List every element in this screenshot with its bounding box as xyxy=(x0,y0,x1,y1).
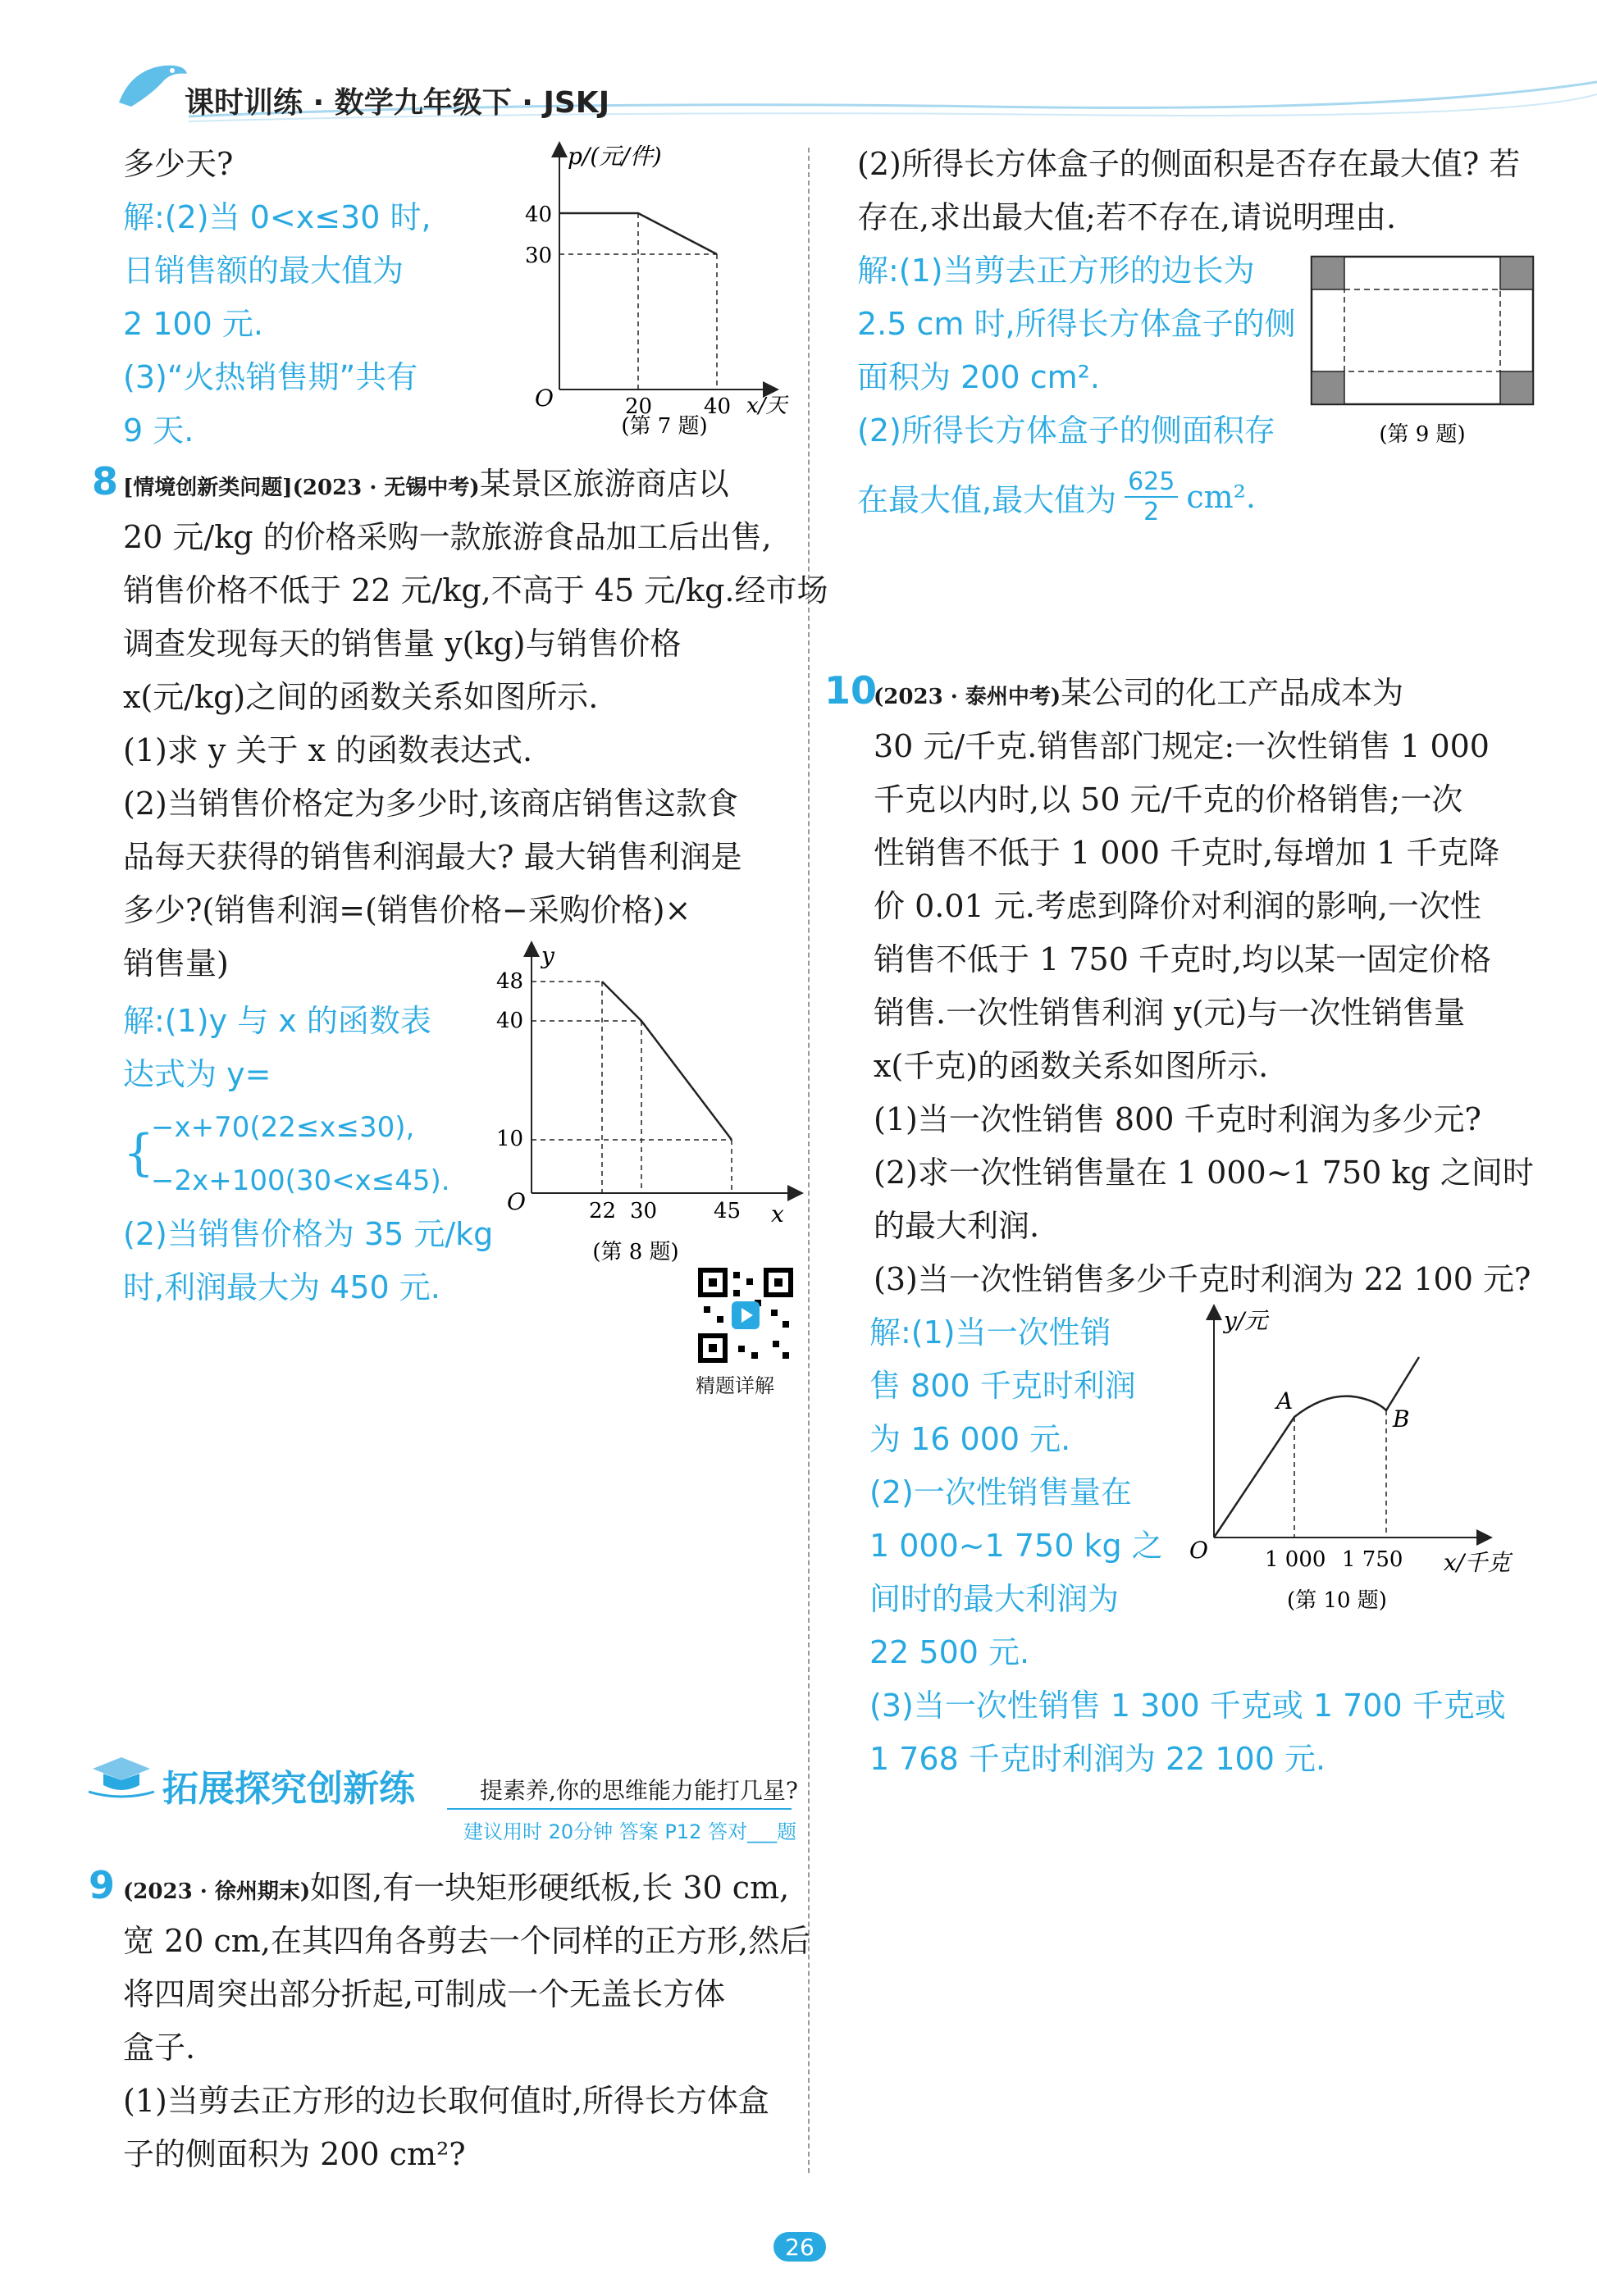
figure-10-chart xyxy=(1181,1304,1575,1632)
fig8-origin: O xyxy=(507,1188,526,1215)
q10-answer-line: 售 800 千克时利润 xyxy=(869,1368,1136,1404)
q9-text-line: 如图,有一块矩形硬纸板,长 30 cm, xyxy=(310,1870,790,1906)
q10-answer-line: (2)一次性销售量在 xyxy=(869,1474,1132,1510)
q8-text-line: 销售价格不低于 22 元/kg,不高于 45 元/kg.经市场 xyxy=(123,572,828,608)
q9-answer-unit: cm². xyxy=(1186,479,1256,515)
fig8-y-tick: 10 xyxy=(496,1127,524,1151)
q8-answer-line: 时,利润最大为 450 元. xyxy=(123,1269,440,1305)
fig7-origin: O xyxy=(535,385,554,412)
q9-text-line: 将四周突出部分折起,可制成一个无盖长方体 xyxy=(123,1976,726,2012)
q9-number: 9 xyxy=(89,1863,116,1907)
q9-text xyxy=(123,1915,810,2181)
page-number: 26 xyxy=(785,2233,814,2261)
column-divider xyxy=(808,148,810,2173)
q8-answer-line: 解:(1)y 与 x 的函数表 xyxy=(123,1003,431,1039)
q10-text xyxy=(874,720,1534,1306)
brace-icon: { xyxy=(123,1124,155,1182)
q8-text-line: 多少?(销售利润=(销售价格−采购价格)× xyxy=(123,892,691,928)
mortarboard-icon xyxy=(89,1751,154,1800)
q7-answer-line: 解:(2)当 0<x≤30 时, xyxy=(123,199,431,235)
figure-9-diagram xyxy=(1308,250,1538,455)
q10-answer-line: 间时的最大利润为 xyxy=(869,1581,1120,1617)
q8-answer-line: (2)当销售价格为 35 元/kg xyxy=(123,1216,494,1252)
fig7-x-tick: 40 xyxy=(704,394,732,419)
q10-text-line: (3)当一次性销售多少千克时利润为 22 100 元? xyxy=(874,1261,1531,1297)
q10-text-line: 价 0.01 元.考虑到降价对利润的影响,一次性 xyxy=(874,888,1481,924)
qr-code[interactable] xyxy=(697,1267,794,1364)
fig10-x-label: x/千克 xyxy=(1444,1549,1511,1576)
q7-answer-line: 2 100 元. xyxy=(123,306,263,342)
fig8-x-label: x xyxy=(771,1200,784,1228)
fig8-caption: (第 8 题) xyxy=(592,1240,679,1264)
fig10-graph-line xyxy=(1214,1357,1419,1538)
q10-text-line: 性销售不低于 1 000 千克时,每增加 1 千克降 xyxy=(874,835,1500,871)
q9-answer-line: (2)所得长方体盒子的侧面积存 xyxy=(857,412,1275,449)
q7-answer-line: (3)“火热销售期”共有 xyxy=(123,359,418,395)
header-title: 课时训练 · 数学九年级下 · JSKJ xyxy=(185,86,610,120)
fraction xyxy=(1125,467,1178,526)
fraction-numerator: 625 xyxy=(1125,467,1178,498)
fig8-x-tick: 30 xyxy=(630,1199,658,1223)
fig10-y-label: y/元 xyxy=(1224,1307,1268,1334)
fig9-caption: (第 9 题) xyxy=(1379,422,1466,447)
q9-text-line: 盒子. xyxy=(123,2029,196,2066)
q7-answer xyxy=(123,191,431,458)
q10-answer-line: 1 000~1 750 kg 之 xyxy=(869,1528,1163,1564)
q9-answer-line: 面积为 200 cm². xyxy=(857,359,1100,395)
q8-text-line: x(元/kg)之间的函数关系如图所示. xyxy=(123,679,599,715)
q10-answer-line: 为 16 000 元. xyxy=(869,1421,1071,1457)
q7-answer-line: 9 天. xyxy=(123,412,194,449)
section-slogan: 提素养,你的思维能力能打几星? xyxy=(480,1777,798,1804)
q10-text-line: 销售.一次性销售利润 y(元)与一次性销售量 xyxy=(874,995,1466,1031)
fig10-caption: (第 10 题) xyxy=(1287,1588,1387,1613)
q8-answer-line: −2x+100(30<x≤45). xyxy=(151,1164,450,1197)
q8-text-line: 品每天获得的销售利润最大? 最大销售利润是 xyxy=(123,839,742,875)
q10-answer-line: (3)当一次性销售 1 300 千克或 1 700 千克或 xyxy=(869,1688,1506,1724)
fig7-y-tick: 30 xyxy=(525,244,553,268)
q8-piecewise xyxy=(123,1101,493,1208)
q8-number: 8 xyxy=(92,459,119,503)
page-number-badge xyxy=(773,2232,826,2262)
q10-text-line: 某公司的化工产品成本为 xyxy=(1061,675,1404,711)
q9-answer-line: 2.5 cm 时,所得长方体盒子的侧 xyxy=(857,306,1296,342)
figure-7-chart xyxy=(525,139,804,451)
fig7-caption: (第 7 题) xyxy=(621,414,708,439)
q10-number: 10 xyxy=(824,668,878,713)
q7-text-line: 多少天? xyxy=(123,146,234,182)
section-title: 拓展探究创新练 xyxy=(162,1768,415,1810)
fig7-x-label: x/天 xyxy=(746,394,787,418)
q10-answer-line: 解:(1)当一次性销 xyxy=(869,1314,1111,1351)
q9-first-line xyxy=(123,1861,789,1919)
q8-text-line: 销售量) xyxy=(123,945,229,982)
corner-square xyxy=(1312,371,1344,404)
fig10-point-b: B xyxy=(1393,1405,1410,1433)
q9-source-tag: (2023 · 徐州期末) xyxy=(123,1879,311,1904)
q9-text-line: 子的侧面积为 200 cm²? xyxy=(123,2136,466,2172)
q8-text-line: 调查发现每天的销售量 y(kg)与销售价格 xyxy=(123,626,682,662)
q10-text-line: 千克以内时,以 50 元/千克的价格销售;一次 xyxy=(874,781,1463,818)
q8-text-line: (1)求 y 关于 x 的函数表达式. xyxy=(123,732,533,768)
q8-first-line xyxy=(123,458,729,515)
q7-answer-line: 日销售额的最大值为 xyxy=(123,253,404,289)
fig10-point-a: A xyxy=(1276,1387,1294,1414)
q9-text-line: (2)所得长方体盒子的侧面积是否存在最大值? 若 xyxy=(857,146,1521,182)
q8-answer xyxy=(123,995,493,1314)
q9-text-line: 宽 20 cm,在其四角各剪去一个同样的正方形,然后 xyxy=(123,1923,810,1959)
fig7-y-label: p/(元/件) xyxy=(568,143,662,170)
q10-text-line: 30 元/千克.销售部门规定:一次性销售 1 000 xyxy=(874,728,1490,764)
dolphin-icon xyxy=(115,57,189,115)
fig8-x-tick: 45 xyxy=(714,1199,741,1223)
figure-8-chart xyxy=(492,939,804,1283)
q9-text-line: 存在,求出最大值;若不存在,请说明理由. xyxy=(857,199,1397,235)
fig8-graph-line xyxy=(602,982,732,1140)
fig10-origin: O xyxy=(1189,1537,1208,1564)
q8-text xyxy=(123,511,828,991)
fig10-x-tick: 1 000 xyxy=(1265,1547,1326,1572)
q8-text-line: 某景区旅游商店以 xyxy=(479,466,729,502)
q9-answer-text: 在最大值,最大值为 xyxy=(857,481,1117,518)
section-divider xyxy=(447,1808,792,1810)
q8-answer-line: −x+70(22≤x≤30), xyxy=(151,1111,415,1144)
q8-source-tag: [情境创新类问题](2023 · 无锡中考) xyxy=(123,476,480,500)
corner-square xyxy=(1312,257,1344,289)
q8-answer-line: 达式为 y= xyxy=(123,1056,271,1092)
q10-text-line: (2)求一次性销售量在 1 000~1 750 kg 之间时 xyxy=(874,1155,1534,1191)
q10-answer-line: 1 768 千克时利润为 22 100 元. xyxy=(869,1741,1326,1777)
q10-source-tag: (2023 · 泰州中考) xyxy=(874,685,1061,709)
q9-answer-line: 解:(1)当剪去正方形的边长为 xyxy=(857,253,1255,289)
q10-text-line: 的最大利润. xyxy=(874,1208,1040,1244)
q9-answer-last-line xyxy=(857,467,1256,526)
q8-text-line: (2)当销售价格定为多少时,该商店销售这款食 xyxy=(123,786,738,822)
fig8-y-label: y xyxy=(541,942,554,969)
q9-cont-text xyxy=(857,138,1520,244)
fig10-x-tick: 1 750 xyxy=(1342,1547,1403,1572)
q10-text-line: 销售不低于 1 750 千克时,均以某一固定价格 xyxy=(874,941,1492,977)
corner-square xyxy=(1500,371,1533,404)
q9-answer xyxy=(857,244,1296,458)
q10-text-line: (1)当一次性销售 800 千克时利润为多少元? xyxy=(874,1101,1481,1137)
fig8-y-tick: 48 xyxy=(496,969,524,994)
fraction-denominator: 2 xyxy=(1143,498,1160,526)
fig8-y-tick: 40 xyxy=(496,1009,524,1033)
q10-answer-line: 22 500 元. xyxy=(869,1634,1030,1670)
qr-label: 精题详解 xyxy=(696,1374,774,1397)
q9-text-line: (1)当剪去正方形的边长取何值时,所得长方体盒 xyxy=(123,2083,769,2119)
q10-first-line xyxy=(874,667,1403,724)
fig8-x-tick: 22 xyxy=(589,1199,617,1223)
section-info: 建议用时 20分钟 答案 P12 答对___题 xyxy=(463,1820,797,1843)
q10-text-line: x(千克)的函数关系如图所示. xyxy=(874,1048,1269,1084)
fig7-y-tick: 40 xyxy=(525,203,553,227)
corner-square xyxy=(1500,257,1533,289)
q8-text-line: 20 元/kg 的价格采购一款旅游食品加工后出售, xyxy=(123,519,772,555)
fig7-x-tick: 20 xyxy=(625,394,653,419)
